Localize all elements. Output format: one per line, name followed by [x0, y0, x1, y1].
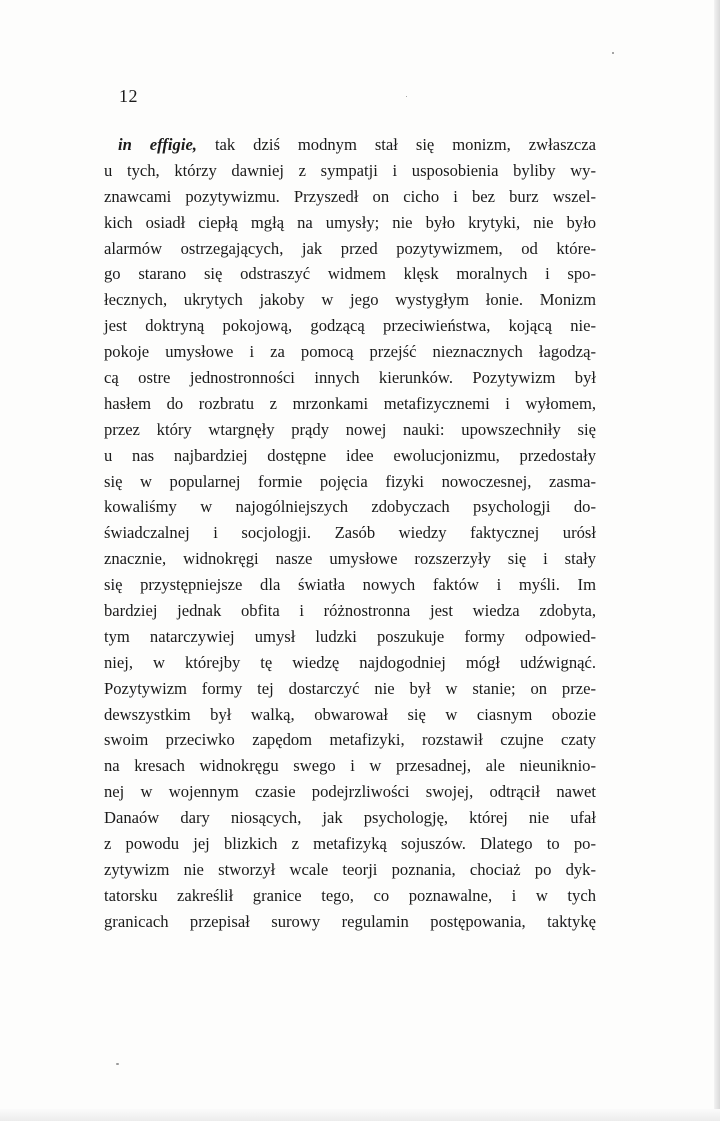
text-line-31: granicach przepisał surowy regulamin postępowania, taktykę [104, 911, 596, 931]
text-line-13: u nas najbardziej dostępne idee ewolucjonizmu, przedostały [104, 445, 596, 465]
text-line-5: alarmów ostrzegających, jak przed pozytywizmem, od które- [104, 238, 596, 258]
lead-phrase: in effigie, [118, 135, 197, 154]
text-line-12: przez który wtargnęły prądy nowej nauki: upowszechniły się [104, 419, 596, 439]
text-line-23: dewszystkim był walką, obwarował się w ciasnym obozie [104, 704, 596, 724]
text-line-28: z powodu jej blizkich z metafizyką sojuszów. Dlatego to po- [104, 834, 596, 854]
body-text [104, 132, 596, 935]
page-edge-bottom [0, 1109, 720, 1121]
text-line-27: Danaów dary niosących, jak psychologję, której nie ufał [104, 808, 596, 828]
text-line-24: swoim przeciwko zapędom metafizyki, rozstawił czujne czaty [104, 730, 596, 750]
text-line-8: jest doktryną pokojową, godzącą przeciwieństwa, kojącą nie- [104, 316, 596, 336]
text-line-4: kich osiadł ciepłą mgłą na umysły; nie było krytyki, nie było [104, 212, 596, 232]
text-line-15: kowaliśmy w najogólniejszych zdobyczach psychologji do- [104, 497, 596, 517]
text-line-20: tym natarczywiej umysł ludzki poszukuje formy odpowied- [104, 626, 596, 646]
text-line-3: znawcami pozytywizmu. Przyszedł on cicho i bez burz wszel- [104, 186, 596, 206]
text-line-6: go starano się odstraszyć widmem klęsk moralnych i spo- [104, 264, 596, 284]
text-line-7: łecznych, ukrytych jakoby w jego wystygłym łonie. Monizm [104, 290, 596, 310]
text-line-11: hasłem do rozbratu z mrzonkami metafizycznemi i wyłomem, [104, 393, 596, 413]
text-line-10: cą ostre jednostronności innych kierunków. Pozytywizm był [104, 368, 596, 388]
text-line-17: znacznie, widnokręgi nasze umysłowe rozszerzyły się i stały [104, 549, 596, 569]
page-edge-right [714, 0, 720, 1121]
paper-speck [406, 96, 407, 97]
page-number: 12 [119, 86, 138, 106]
paper-speck [116, 1063, 119, 1065]
text-line-22: Pozytywizm formy tej dostarczyć nie był w stanie; on prze- [104, 678, 596, 698]
text-line-16: świadczalnej i socjologji. Zasób wiedzy faktycznej urósł [104, 523, 596, 543]
text-line-1 [104, 132, 596, 158]
text-line-18: się przystępniejsze dla światła nowych faktów i myśli. Im [104, 575, 596, 595]
text-line-14: się w popularnej formie pojęcia fizyki nowoczesnej, zasma- [104, 471, 596, 491]
text-line-29: zytywizm nie stworzył wcale teorji poznania, chociaż po dyk- [104, 859, 596, 879]
text-line-2: u tych, którzy dawniej z sympatji i usposobienia byliby wy- [104, 160, 596, 180]
text-line-1-rest: tak dziś modnym stał się monizm, zwłaszcza [196, 135, 597, 154]
text-line-25: na kresach widnokręgu swego i w przesadnej, ale nieunikniο- [104, 756, 596, 776]
text-line-30: tatorsku zakreślił granice tego, co poznawalne, i w tych [104, 885, 596, 905]
text-line-26: nej w wojennym czasie podejrzliwości swojej, odtrącił nawet [104, 782, 596, 802]
paper-speck [612, 52, 614, 54]
text-line-9: pokoje umysłowe i za pomocą przejść nieznacznych łagodzą- [104, 342, 596, 362]
text-line-19: bardziej jednak obfita i różnostronna jest wiedza zdobyta, [104, 601, 596, 621]
text-line-21: niej, w którejby tę wiedzę najdogodniej mógł udźwignąć. [104, 652, 596, 672]
